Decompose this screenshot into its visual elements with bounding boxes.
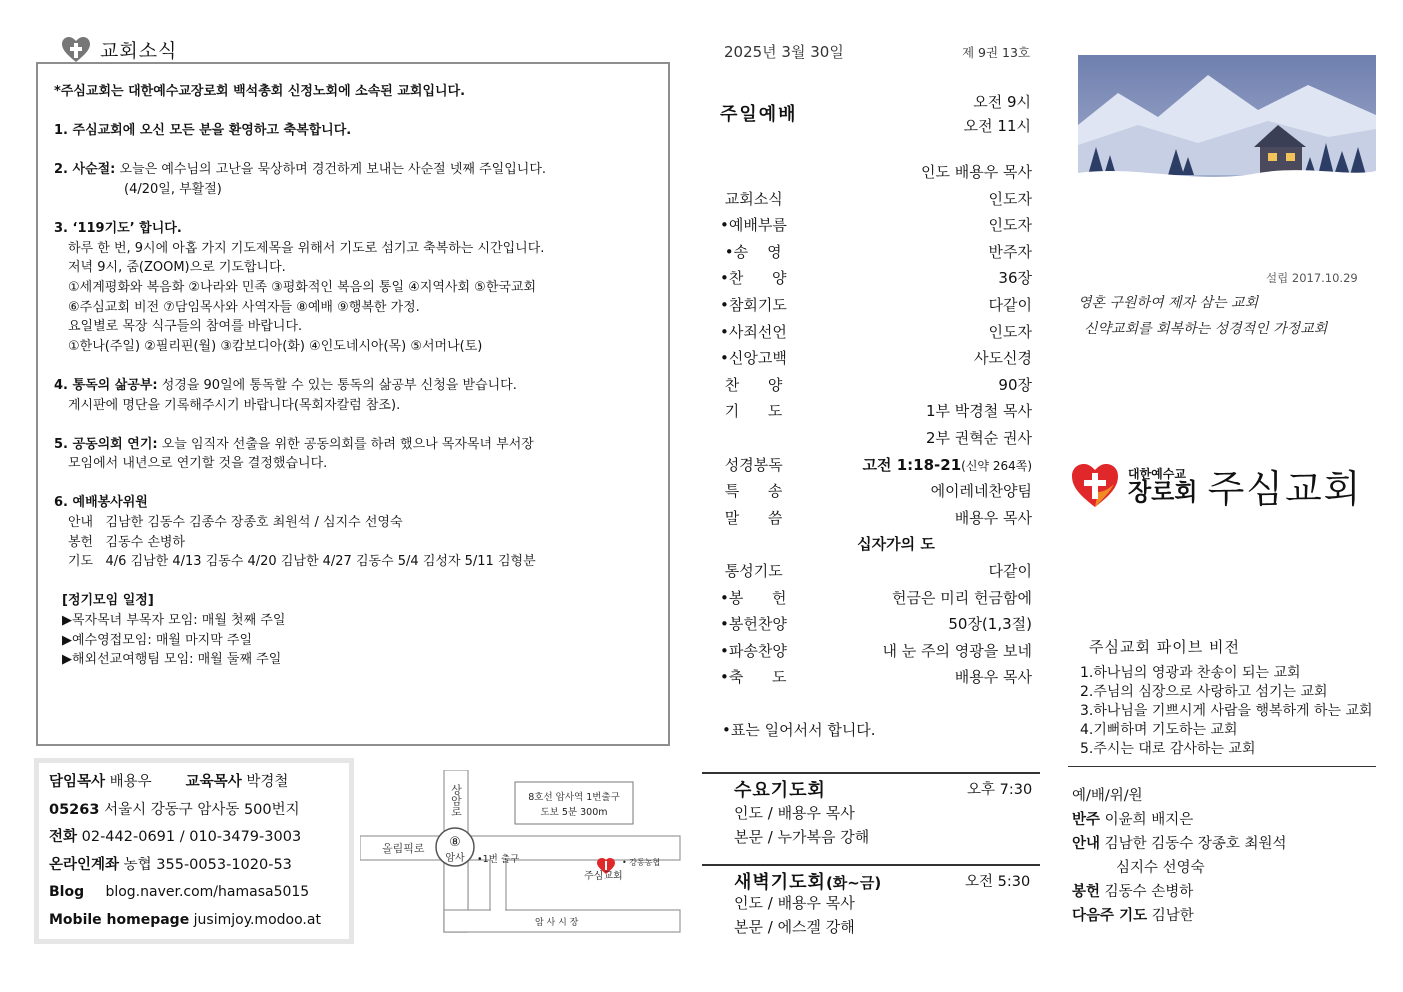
order-who: 배용우 목사 xyxy=(954,508,1032,527)
news-item-3-line: ①한나(주일) ②필리핀(월) ③캄보디아(화) ④인도네시아(목) ⑤서머나(토) xyxy=(68,338,483,354)
order-who: 반주자 xyxy=(988,242,1032,261)
logo-big: 주심교회 xyxy=(1207,467,1363,511)
wednesday-leader: 인도 / 배용우 목사 xyxy=(734,804,855,822)
meeting-line: ▶해외선교여행팀 모임: 매월 둘째 주일 xyxy=(62,652,282,668)
duty-label: 봉헌 xyxy=(1072,884,1101,900)
vision-item: 2.주님의 심장으로 사랑하고 섬기는 교회 xyxy=(1080,684,1328,700)
order-row-scripture xyxy=(720,452,1032,479)
map-road-h: 올림픽로 xyxy=(382,842,425,855)
scripture-ref: 고전 1:18-21 xyxy=(862,455,962,474)
edu-pastor-name: 박경철 xyxy=(246,774,289,790)
standing-note: •표는 일어서서 합니다. xyxy=(722,721,876,739)
news-item-4-head: 4. 통독의 삶공부: xyxy=(54,377,158,393)
order-item: 기 도 xyxy=(720,402,783,421)
order-who: 90장 xyxy=(998,375,1032,394)
news-box xyxy=(36,62,670,746)
news-item-3-line: ①세계평화와 복음화 ②나라와 민족 ③평화적인 복음의 통일 ④지역사회 ⑤한국교회 xyxy=(68,279,537,295)
order-row xyxy=(720,345,1032,372)
blog-label: Blog xyxy=(49,884,85,901)
order-row xyxy=(720,558,1032,585)
order-item: •봉 헌 xyxy=(720,588,787,607)
sermon-title: 십자가의 도 xyxy=(857,535,935,554)
committee-row xyxy=(1072,880,1287,904)
heart-cross-icon xyxy=(62,37,90,63)
order-item: 특 송 xyxy=(720,482,783,501)
duty-label: 다음주 기도 xyxy=(1072,908,1148,924)
order-item: •예배부름 xyxy=(720,216,787,235)
order-who: 헌금은 미리 헌금함에 xyxy=(892,588,1032,607)
founded-date: 설립 2017.10.29 xyxy=(1266,271,1358,285)
meeting-line: ▶예수영접모임: 매월 마지막 주일 xyxy=(62,632,253,648)
committee-row xyxy=(1072,808,1287,832)
news-item-5-text: 오늘 임직자 선출을 위한 공동의회를 하려 했으나 목자목녀 부서장 xyxy=(157,436,534,452)
order-who: 다같이 xyxy=(988,561,1032,580)
order-row xyxy=(720,425,1032,452)
news-item-2-sub: (4/20일, 부활절) xyxy=(124,181,222,197)
order-item: 찬 양 xyxy=(720,375,783,394)
news-item-3-line: ⑥주심교회 비전 ⑦담임목사와 사역자들 ⑧예배 ⑨행복한 가정. xyxy=(68,299,420,315)
duty-names: 김남한 xyxy=(1151,908,1194,924)
order-row xyxy=(720,186,1032,213)
phone: 02-442-0691 / 010-3479-3003 xyxy=(81,829,302,846)
logo-small: 대한예수교 xyxy=(1128,466,1186,481)
order-item: •사죄선언 xyxy=(720,322,787,341)
order-row xyxy=(720,611,1032,638)
news-item-2-head: 2. 사순절: xyxy=(54,162,116,178)
order-row xyxy=(720,505,1032,532)
divider xyxy=(1068,766,1376,767)
duty-names: 김동수 손병하 xyxy=(1104,884,1194,900)
map-station: 암사 xyxy=(445,853,465,864)
vision-item: 3.하나님을 기쁘시게 사람을 행복하게 하는 교회 xyxy=(1080,703,1373,719)
edu-pastor-label: 교육목사 xyxy=(185,774,242,790)
sunday-service-title: 주일예배 xyxy=(720,104,798,125)
duty-names: 이윤희 배지은 xyxy=(1104,812,1194,828)
meeting-line: ▶목자목녀 부목자 모임: 매월 첫째 주일 xyxy=(62,613,286,629)
divider xyxy=(702,772,1040,774)
map-note-line2: 도보 5분 300m xyxy=(540,807,608,818)
mobile-row xyxy=(49,907,339,935)
news-item-5-head: 5. 공동의회 연기: xyxy=(54,436,158,452)
pastor-label: 담임목사 xyxy=(49,774,106,790)
church-logo xyxy=(1072,458,1362,513)
committee-title: 예/배/위/원 xyxy=(1072,788,1143,804)
order-row xyxy=(720,664,1032,691)
news-item-6-head: 6. 예배봉사위원 xyxy=(54,495,148,511)
address: 서울시 강동구 암사동 500번지 xyxy=(104,801,300,818)
order-row xyxy=(720,372,1032,399)
map-road-v: 상암로 xyxy=(449,784,463,817)
order-item: •참회기도 xyxy=(720,295,787,314)
order-row xyxy=(720,319,1032,346)
sunday-time-2: 오전 11시 xyxy=(963,117,1031,135)
account-label: 온라인계좌 xyxy=(49,856,120,873)
order-row xyxy=(720,638,1032,665)
order-item: •봉헌찬양 xyxy=(720,615,787,634)
dawn-time: 오전 5:30 xyxy=(965,874,1031,890)
order-row xyxy=(720,398,1032,425)
order-item: •신앙고백 xyxy=(720,349,787,368)
news-item-6-line: 기도 4/6 김남한 4/13 김동수 4/20 김남한 4/27 김동수 5/4 김성자 5/11 김형분 xyxy=(68,554,536,570)
account: 농협 355-0053-1020-53 xyxy=(123,856,292,873)
order-item: •파송찬양 xyxy=(720,641,787,660)
wednesday-text: 본문 / 누가복음 강해 xyxy=(734,828,870,846)
news-title: 교회소식 xyxy=(100,40,178,62)
vision-item: 5.주시는 대로 감사하는 교회 xyxy=(1080,741,1256,757)
order-row xyxy=(720,292,1032,319)
order-who: 1부 박경철 목사 xyxy=(925,402,1032,421)
news-item-4 xyxy=(54,376,652,396)
winter-cabin-image xyxy=(1078,55,1376,231)
map-market: 암 사 시 장 xyxy=(535,918,579,928)
scripture-page: (신약 264쪽) xyxy=(961,458,1032,473)
order-row xyxy=(720,478,1032,505)
news-item-3-line: 요일별로 목장 식구들의 참여를 바랍니다. xyxy=(68,319,303,335)
dawn-days: (화~금) xyxy=(825,874,882,892)
duty-names: 김남한 김동수 장종호 최원석 xyxy=(1104,836,1287,852)
order-item: 교회소식 xyxy=(720,189,783,208)
order-item: 통성기도 xyxy=(720,561,783,580)
news-item-4-text: 성경을 90일에 통독할 수 있는 통독의 삶공부 신청을 받습니다. xyxy=(157,377,517,393)
order-who: 사도신경 xyxy=(974,349,1032,368)
news-intro: *주심교회는 대한예수교장로회 백석총회 신정노회에 소속된 교회입니다. xyxy=(54,84,466,99)
motto-line-1: 영혼 구원하여 제자 삼는 교회 xyxy=(1078,295,1259,311)
heart-cross-logo-icon xyxy=(1072,464,1118,508)
church-info-box xyxy=(34,758,354,944)
location-map xyxy=(360,770,682,940)
order-who: 50장(1,3절) xyxy=(948,615,1032,634)
committee-row xyxy=(1072,832,1287,856)
order-of-service xyxy=(720,159,1032,691)
duty-names-cont: 심지수 선영숙 xyxy=(1116,860,1205,876)
dawn-title-row xyxy=(734,868,881,894)
address-row xyxy=(49,797,339,825)
news-item-2-text: 오늘은 예수님의 고난을 묵상하며 경건하게 보내는 사순절 넷째 주일입니다. xyxy=(115,162,547,178)
zip-code: 05263 xyxy=(49,801,100,818)
committee-row xyxy=(1072,904,1287,928)
map-station-num: ⑧ xyxy=(449,835,461,850)
motto-line-2: 신약교회를 회복하는 성경적인 가정교회 xyxy=(1084,321,1328,337)
account-row xyxy=(49,852,339,880)
order-item: •송 영 xyxy=(720,242,782,261)
map-note-line1: 8호선 암사역 1번출구 xyxy=(528,792,620,803)
vision-list xyxy=(1080,664,1373,759)
vision-title: 주심교회 파이브 비전 xyxy=(1089,638,1240,656)
order-who: 다같이 xyxy=(988,295,1032,314)
meeting-head: [정기모임 일정] xyxy=(62,593,154,609)
news-item-6-line: 안내 김남한 김동수 김종수 장종호 최원석 / 심지수 선영숙 xyxy=(68,515,403,531)
sunday-time-1: 오전 9시 xyxy=(973,93,1031,111)
map-church: 주심교회 xyxy=(584,871,623,882)
news-item-4-sub: 게시판에 명단을 기록해주시기 바랍니다(목회자칼럼 참조). xyxy=(68,397,401,413)
order-row xyxy=(720,212,1032,239)
dawn-title: 새벽기도회 xyxy=(734,872,826,893)
service-leader-row xyxy=(720,159,1032,186)
dawn-leader: 인도 / 배용우 목사 xyxy=(734,894,855,912)
divider xyxy=(702,864,1040,866)
bulletin-volume: 제 9권 13호 xyxy=(962,45,1031,60)
order-who: 배용우 목사 xyxy=(954,668,1032,687)
order-item: 성경봉독 xyxy=(720,455,783,474)
blog-row xyxy=(49,879,339,907)
news-item-5-sub: 모임에서 내년으로 연기할 것을 결정했습니다. xyxy=(68,456,328,472)
order-who: 내 눈 주의 영광을 보네 xyxy=(882,641,1032,660)
order-row xyxy=(720,585,1032,612)
order-item: •축 도 xyxy=(720,668,787,687)
order-who: 2부 권혁순 권사 xyxy=(925,428,1032,447)
order-item: 말 씀 xyxy=(720,508,783,527)
pastor-name: 배용우 xyxy=(109,774,152,790)
bulletin-date: 2025년 3월 30일 xyxy=(724,43,844,61)
map-bank: • 강동농협 xyxy=(622,858,661,867)
news-header xyxy=(62,36,177,63)
logo-mid: 장로회 xyxy=(1128,477,1198,506)
order-who: 인도자 xyxy=(988,322,1032,341)
news-item-3-line: 하루 한 번, 9시에 아홉 가지 기도제목을 위해서 기도로 섬기고 축복하는 시간입니다. xyxy=(68,240,545,256)
news-item-1: 1. 주심교회에 오신 모든 분을 환영하고 축복합니다. xyxy=(54,123,352,139)
order-who: 인도자 xyxy=(988,216,1032,235)
duty-label: 안내 xyxy=(1072,836,1101,852)
phone-row xyxy=(49,824,339,852)
order-row xyxy=(720,265,1032,292)
news-item-3-head: 3. ‘119기도’ 합니다. xyxy=(54,221,182,237)
wednesday-time: 오후 7:30 xyxy=(967,782,1033,798)
worship-committee xyxy=(1072,784,1287,928)
order-who: 인도자 xyxy=(988,189,1032,208)
order-row xyxy=(720,239,1032,266)
news-item-3-line: 저녁 9시, 줌(ZOOM)으로 기도합니다. xyxy=(68,260,286,276)
phone-label: 전화 xyxy=(49,829,78,846)
logo-text-small xyxy=(1128,468,1198,504)
pastor-row xyxy=(49,769,339,797)
order-who: 36장 xyxy=(998,269,1032,288)
vision-item: 1.하나님의 영광과 찬송이 되는 교회 xyxy=(1080,665,1301,681)
duty-label: 반주 xyxy=(1072,812,1101,828)
dawn-text: 본문 / 에스겔 강해 xyxy=(734,918,855,936)
wednesday-title: 수요기도회 xyxy=(734,780,826,801)
order-who: 에이레네찬양팀 xyxy=(930,482,1032,501)
news-item-2 xyxy=(54,160,652,180)
mobile-label: Mobile homepage xyxy=(49,911,190,928)
news-item-5 xyxy=(54,435,652,455)
service-leader: 인도 배용우 목사 xyxy=(921,163,1032,181)
blog-link[interactable]: blog.naver.com/hamasa5015 xyxy=(105,884,310,901)
order-item: •찬 양 xyxy=(720,269,787,288)
map-exit: •1번 출구 xyxy=(477,854,520,865)
news-item-6-line: 봉헌 김동수 손병하 xyxy=(68,534,185,550)
sermon-title-row xyxy=(720,531,1032,558)
mobile-link[interactable]: jusimjoy.modoo.at xyxy=(193,911,321,928)
vision-item: 4.기뻐하며 기도하는 교회 xyxy=(1080,722,1238,738)
